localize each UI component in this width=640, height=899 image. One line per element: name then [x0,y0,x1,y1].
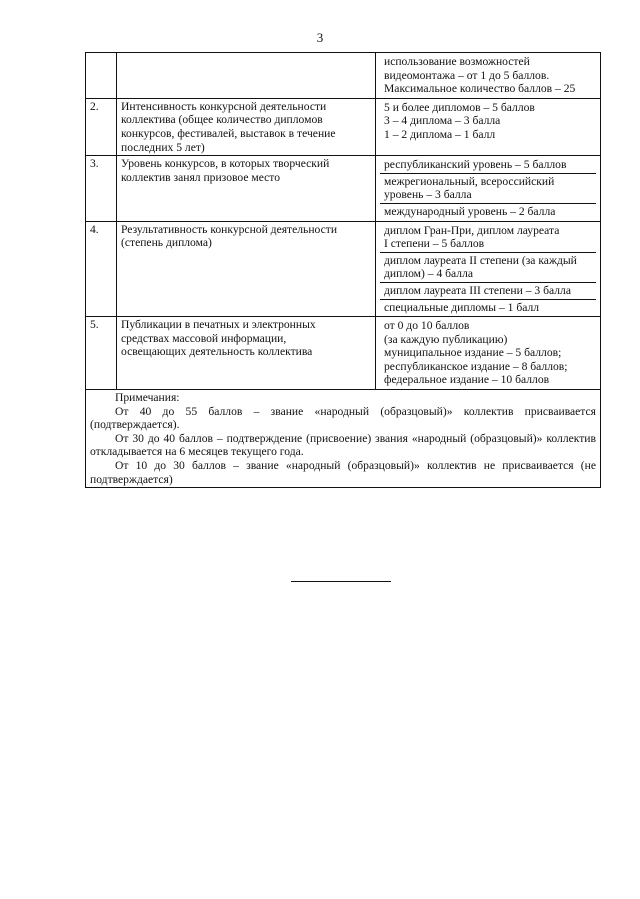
table-row [86,221,601,317]
criterion-line: Результативность конкурсной деятельности [121,222,338,236]
score-cell [376,221,601,317]
score-line: использование возможностей [384,55,530,68]
score-line: видеомонтажа – от 1 до 5 баллов. [384,68,550,82]
row-number: 5. [86,317,117,390]
criterion-line: коллектив занял призовое место [121,170,280,184]
score-line: диплом) – 4 балла [384,267,474,281]
notes-title: Примечания: [115,391,180,405]
score-block [380,173,596,203]
score-line: диплом лауреата III степени – 3 балла [384,283,571,297]
criterion-line: Публикации в печатных и электронных [121,318,316,332]
score-line: от 0 до 10 баллов [384,319,470,333]
criterion-cell [117,156,376,221]
score-line: межрегиональный, всероссийский [384,174,555,188]
score-block [380,282,596,299]
score-block [380,252,596,282]
criterion-line: Интенсивность конкурсной деятельности [121,99,327,113]
table-row [86,53,601,99]
notes-cell [86,390,601,488]
row-number: 3. [86,156,117,221]
note-paragraph: От 10 до 30 баллов – звание «народный (образцовый)» коллектив не присваивается (не подтверждается) [90,459,596,486]
criterion-line: последних 5 лет) [121,140,205,154]
score-block [380,54,596,97]
criteria-table [85,52,601,488]
score-block [380,157,596,173]
score-cell [376,98,601,155]
score-line: республиканский уровень – 5 баллов [384,158,567,172]
score-line: 3 – 4 диплома – 3 балла [384,114,501,128]
score-block [380,318,596,388]
criterion-cell [117,53,376,99]
score-line: уровень – 3 балла [384,188,472,202]
signature-line [291,581,391,582]
score-line: I степени – 5 баллов [384,237,485,251]
score-line: 5 и более дипломов – 5 баллов [384,100,535,114]
score-line: международный уровень – 2 балла [384,204,556,218]
score-block [380,100,596,143]
score-cell [376,156,601,221]
criterion-line: коллектива (общее количество дипломов [121,113,323,127]
score-line: 1 – 2 диплома – 1 балл [384,127,496,141]
score-cell [376,53,601,99]
score-block [380,223,596,252]
table-row [86,156,601,221]
score-line: специальные дипломы – 1 балл [384,300,540,314]
criterion-cell [117,98,376,155]
criterion-line: Уровень конкурсов, в которых творческий [121,157,330,171]
score-line: диплом Гран-При, диплом лауреата [384,223,560,237]
note-paragraph: От 30 до 40 баллов – подтверждение (присвоение) звания «народный (образцовый)» коллектив откладывается на 6 месяцев текущего года. [90,431,596,459]
criterion-line: средствах массовой информации, [121,331,287,345]
criterion-line: освещающих деятельность коллектива [121,345,313,359]
score-line: Максимальное количество баллов – 25 [384,82,576,96]
table-row [86,98,601,155]
score-block [380,299,596,316]
criterion-cell [117,317,376,390]
score-line: федеральное издание – 10 баллов [384,373,550,387]
score-line: муниципальное издание – 5 баллов; [384,346,562,360]
criterion-cell [117,221,376,317]
criteria-table-body [86,53,601,488]
score-cell [376,317,601,390]
note-paragraph: От 40 до 55 баллов – звание «народный (образцовый)» коллектив присваивается (подтверждается). [90,404,596,432]
page-number: 3 [316,30,324,45]
criterion-line: (степень диплома) [121,236,212,250]
row-number: 2. [86,98,117,155]
score-line: (за каждую публикацию) [384,332,508,346]
table-row [86,317,601,390]
score-block [380,203,596,220]
row-number [86,53,117,99]
notes-row [86,390,601,488]
score-line: диплом лауреата II степени (за каждый [384,253,577,267]
row-number: 4. [86,221,117,317]
criterion-line: конкурсов, фестивалей, выставок в течение [121,126,336,140]
score-line: республиканское издание – 8 баллов; [384,359,568,373]
